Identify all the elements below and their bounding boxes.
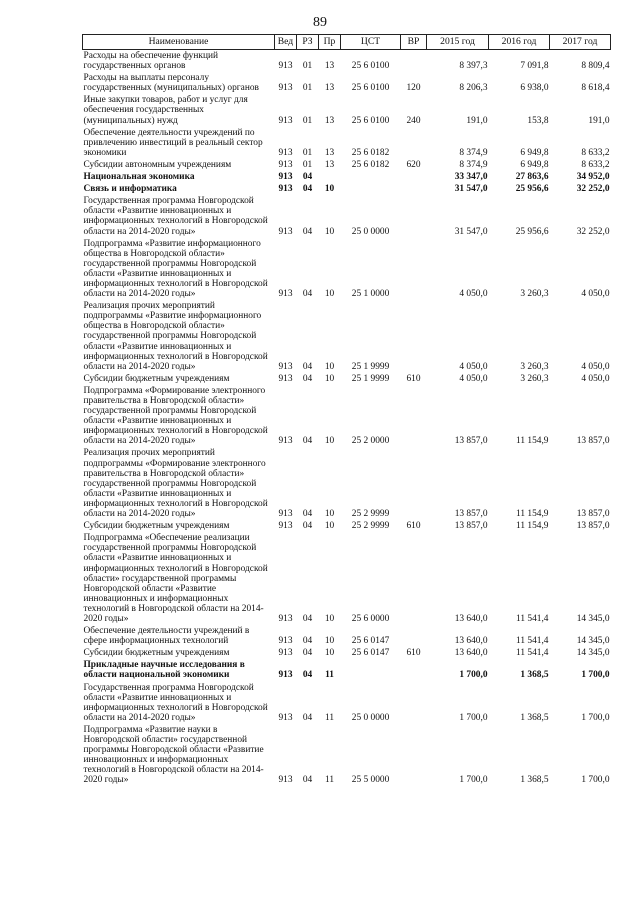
amount-2016-cell: 11 541,4: [516, 648, 549, 659]
item-name-cell: Реализация прочих мероприятий подпрограммы «Развитие информационного общества в Новгородской области» государственной программы Новгородской области «Развитие инновационных и информационных технологий в Новгородской области на 2014-2020 годы»: [83, 301, 268, 372]
amount-2016-cell: 11 541,4: [516, 613, 549, 624]
vr-cell: 610: [406, 373, 421, 384]
pr-cell: 10: [324, 509, 335, 520]
amount-2015-cell: 1 700,0: [459, 775, 488, 786]
rz-cell: 04: [302, 436, 313, 447]
amount-2015-cell: 31 547,0: [454, 226, 488, 237]
item-name-cell: Обеспечение деятельности учреждений в сфере информационных технологий: [83, 626, 250, 647]
amount-2016-cell: 11 154,9: [516, 436, 549, 447]
item-name-cell: Обеспечение деятельности учреждений по привлечению инвестиций в реальный сектор экономики: [83, 127, 263, 158]
amount-2017-cell: 1 700,0: [581, 670, 610, 681]
pr-cell: 10: [324, 521, 335, 532]
table-row: [83, 373, 611, 385]
table-body: [83, 50, 611, 787]
amount-2015-cell: 8 374,9: [459, 159, 488, 170]
table-row: [83, 127, 611, 159]
amount-2015-cell: 8 374,9: [459, 147, 488, 158]
amount-2015-cell: 13 640,0: [454, 648, 488, 659]
cst-cell: 25 6 0182: [351, 159, 390, 170]
amount-2015-cell: 33 347,0: [454, 172, 488, 183]
column-header: Пр: [319, 35, 341, 50]
ved-cell: 913: [278, 184, 293, 195]
amount-2016-cell: 6 938,0: [520, 83, 549, 94]
vr-cell: [401, 385, 427, 448]
cst-cell: [341, 171, 401, 183]
cst-cell: 25 1 9999: [351, 361, 390, 372]
column-header: РЗ: [297, 35, 319, 50]
cst-cell: 25 6 0182: [351, 147, 390, 158]
vr-cell: [401, 195, 427, 237]
table-row: [83, 195, 611, 237]
amount-2015-cell: 4 050,0: [459, 373, 488, 384]
ved-cell: 913: [278, 712, 293, 723]
ved-cell: 913: [278, 509, 293, 520]
ved-cell: 913: [278, 436, 293, 447]
amount-2017-cell: 34 952,0: [576, 172, 610, 183]
pr-cell: 10: [324, 648, 335, 659]
item-name-cell: Расходы на обеспечение функций государственных органов: [83, 51, 218, 72]
amount-2015-cell: 8 397,3: [459, 61, 488, 72]
pr-cell: 13: [324, 83, 335, 94]
amount-2016-cell: 11 541,4: [516, 636, 549, 647]
rz-cell: 04: [302, 775, 313, 786]
item-name-cell: Подпрограмма «Развитие информационного общества в Новгородской области» государственной программы Новгородской области «Развитие инновационных и информационных технологий в Новгородской области на 2014-2020 годы»: [83, 238, 268, 300]
vr-cell: 120: [406, 83, 421, 94]
amount-2015-cell: 13 640,0: [454, 636, 488, 647]
rz-cell: 04: [302, 172, 313, 183]
cst-cell: [341, 183, 401, 195]
rz-cell: 04: [302, 184, 313, 195]
rz-cell: 04: [302, 670, 313, 681]
pr-cell: 13: [324, 115, 335, 126]
pr-cell: 11: [324, 775, 335, 786]
pr-cell: 13: [324, 159, 335, 170]
ved-cell: 913: [278, 775, 293, 786]
item-name-cell: Государственная программа Новгородской области «Развитие инновационных и информационных технологий в Новгородской области на 2014-2020 годы»: [83, 196, 268, 237]
cst-cell: 25 5 0000: [351, 775, 390, 786]
item-name-cell: Национальная экономика: [83, 172, 195, 183]
ved-cell: 913: [278, 61, 293, 72]
pr-cell: 11: [324, 712, 335, 723]
table-row: [83, 625, 611, 647]
vr-cell: [401, 300, 427, 373]
pr-cell: 10: [324, 289, 335, 300]
pr-cell: 10: [324, 361, 335, 372]
table-row: [83, 520, 611, 532]
amount-2015-cell: 191,0: [466, 115, 488, 126]
table-row: [83, 238, 611, 301]
vr-cell: [401, 50, 427, 73]
rz-cell: 04: [302, 373, 313, 384]
rz-cell: 01: [302, 159, 313, 170]
amount-2017-cell: 14 345,0: [576, 613, 610, 624]
amount-2016-cell: 11 154,9: [516, 521, 549, 532]
amount-2016-cell: 1 368,5: [520, 670, 549, 681]
rz-cell: 01: [302, 61, 313, 72]
cst-cell: 25 0 0000: [351, 712, 390, 723]
amount-2017-cell: 14 345,0: [576, 636, 610, 647]
cst-cell: 25 6 0100: [351, 83, 390, 94]
ved-cell: 913: [278, 159, 293, 170]
cst-cell: 25 2 0000: [351, 436, 390, 447]
rz-cell: 04: [302, 361, 313, 372]
cst-cell: 25 2 9999: [351, 509, 390, 520]
amount-2015-cell: 13 640,0: [454, 613, 488, 624]
amount-2016-cell: 3 260,3: [520, 361, 549, 372]
cst-cell: 25 6 0100: [351, 115, 390, 126]
ved-cell: 913: [278, 613, 293, 624]
rz-cell: 04: [302, 521, 313, 532]
ved-cell: 913: [278, 373, 293, 384]
ved-cell: 913: [278, 289, 293, 300]
amount-2017-cell: 191,0: [588, 115, 610, 126]
vr-cell: 610: [406, 521, 421, 532]
rz-cell: 04: [302, 509, 313, 520]
ved-cell: 913: [278, 172, 293, 183]
table-row: [83, 94, 611, 126]
amount-2015-cell: 13 857,0: [454, 509, 488, 520]
ved-cell: 913: [278, 648, 293, 659]
amount-2016-cell: 3 260,3: [520, 289, 549, 300]
pr-cell: 10: [324, 613, 335, 624]
item-name-cell: Подпрограмма «Развитие науки в Новгородской области» государственной программы Новгородской области «Развитие инновационных и информационных технологий в Новгородской области на 2014-2020 годы»: [83, 724, 264, 786]
amount-2015-cell: 31 547,0: [454, 184, 488, 195]
amount-2015-cell: 8 206,3: [459, 83, 488, 94]
amount-2017-cell: 13 857,0: [576, 521, 610, 532]
column-header: 2017 год: [550, 35, 611, 50]
ved-cell: 913: [278, 636, 293, 647]
cst-cell: 25 1 0000: [351, 289, 390, 300]
vr-cell: [401, 171, 427, 183]
table-row: [83, 300, 611, 373]
amount-2017-cell: 1 700,0: [581, 775, 610, 786]
amount-2016-cell: 6 949,8: [520, 147, 549, 158]
table-row: [83, 72, 611, 94]
column-header: 2016 год: [489, 35, 550, 50]
column-header: ВР: [401, 35, 427, 50]
item-name-cell: Иные закупки товаров, работ и услуг для обеспечения государственных (муниципальных) нужд: [83, 95, 248, 126]
vr-cell: [401, 659, 427, 681]
amount-2015-cell: 13 857,0: [454, 436, 488, 447]
amount-2016-cell: 153,8: [527, 115, 549, 126]
cst-cell: 25 0 0000: [351, 226, 390, 237]
cst-cell: [341, 659, 401, 681]
rz-cell: 04: [302, 648, 313, 659]
ved-cell: 913: [278, 521, 293, 532]
amount-2017-cell: 4 050,0: [581, 289, 610, 300]
vr-cell: 620: [406, 159, 421, 170]
ved-cell: 913: [278, 670, 293, 681]
amount-2016-cell: 7 091,8: [520, 61, 549, 72]
amount-2015-cell: 1 700,0: [459, 712, 488, 723]
table-row: [83, 159, 611, 171]
rz-cell: 04: [302, 712, 313, 723]
item-name-cell: Подпрограмма «Обеспечение реализации государственной программы Новгородской области «Развитие инновационных и информационных технологий в Новгородской области» государственной программы Новгородской области «Развитие инновационных и информационных технологий в Новгородской области на 2014-2020 годы»: [83, 533, 268, 624]
ved-cell: 913: [278, 226, 293, 237]
vr-cell: [401, 682, 427, 724]
amount-2016-cell: 27 863,6: [515, 172, 549, 183]
vr-cell: [401, 724, 427, 787]
column-header: Вед: [275, 35, 297, 50]
amount-2015-cell: 4 050,0: [459, 361, 488, 372]
rz-cell: 04: [302, 613, 313, 624]
amount-2017-cell: 13 857,0: [576, 436, 610, 447]
pr-cell: 10: [324, 184, 335, 195]
pr-cell: 11: [325, 670, 334, 681]
column-header: ЦСТ: [341, 35, 401, 50]
table-row: [83, 724, 611, 787]
pr-cell: 13: [324, 61, 335, 72]
amount-2015-cell: 1 700,0: [459, 670, 488, 681]
amount-2017-cell: 4 050,0: [581, 361, 610, 372]
amount-2015-cell: 4 050,0: [459, 289, 488, 300]
amount-2017-cell: 8 809,4: [581, 61, 610, 72]
amount-2017-cell: 4 050,0: [581, 373, 610, 384]
vr-cell: [401, 447, 427, 520]
amount-2016-cell: 6 949,8: [520, 159, 549, 170]
amount-2015-cell: 13 857,0: [454, 521, 488, 532]
vr-cell: [401, 238, 427, 301]
pr-cell: 10: [324, 226, 335, 237]
ved-cell: 913: [278, 115, 293, 126]
amount-2016-cell: 1 368,5: [520, 775, 549, 786]
rz-cell: 04: [302, 226, 313, 237]
cst-cell: 25 1 9999: [351, 373, 390, 384]
table-row: [83, 647, 611, 659]
vr-cell: [401, 183, 427, 195]
table-row: [83, 171, 611, 183]
ved-cell: 913: [278, 361, 293, 372]
pr-cell: 10: [324, 636, 335, 647]
rz-cell: 01: [302, 83, 313, 94]
ved-cell: 913: [278, 147, 293, 158]
table-row: [83, 532, 611, 625]
amount-2016-cell: 3 260,3: [520, 373, 549, 384]
amount-2017-cell: 1 700,0: [581, 712, 610, 723]
table-row: [83, 183, 611, 195]
vr-cell: [401, 625, 427, 647]
amount-2016-cell: 25 956,6: [515, 226, 549, 237]
table-row: [83, 659, 611, 681]
pr-cell: 13: [324, 147, 335, 158]
amount-2017-cell: 8 618,4: [581, 83, 610, 94]
pr-cell: 10: [324, 436, 335, 447]
item-name-cell: Расходы на выплаты персоналу государственных (муниципальных) органов: [83, 73, 259, 94]
amount-2016-cell: 11 154,9: [516, 509, 549, 520]
amount-2016-cell: 1 368,5: [520, 712, 549, 723]
ved-cell: 913: [278, 83, 293, 94]
amount-2017-cell: 8 633,2: [581, 147, 610, 158]
budget-table: [82, 34, 611, 786]
rz-cell: 04: [302, 636, 313, 647]
vr-cell: 610: [406, 648, 421, 659]
pr-cell: [319, 171, 341, 183]
table-row: [83, 447, 611, 520]
vr-cell: 240: [406, 115, 421, 126]
item-name-cell: Субсидии бюджетным учреждениям: [83, 373, 230, 384]
item-name-cell: Прикладные научные исследования в области национальной экономики: [83, 660, 245, 681]
cst-cell: 25 6 0100: [351, 61, 390, 72]
column-header: 2015 год: [427, 35, 489, 50]
amount-2017-cell: 8 633,2: [581, 159, 610, 170]
item-name-cell: Субсидии бюджетным учреждениям: [83, 648, 230, 659]
item-name-cell: Субсидии автономным учреждениям: [83, 159, 232, 170]
rz-cell: 01: [302, 147, 313, 158]
cst-cell: 25 6 0000: [351, 613, 390, 624]
item-name-cell: Субсидии бюджетным учреждениям: [83, 521, 230, 532]
cst-cell: 25 6 0147: [351, 648, 390, 659]
cst-cell: 25 6 0147: [351, 636, 390, 647]
item-name-cell: Государственная программа Новгородской области «Развитие инновационных и информационных технологий в Новгородской области на 2014-2020 годы»: [83, 682, 268, 723]
cst-cell: 25 2 9999: [351, 521, 390, 532]
vr-cell: [401, 532, 427, 625]
table-row: [83, 50, 611, 73]
rz-cell: 04: [302, 289, 313, 300]
table-row: [83, 682, 611, 724]
table-row: [83, 385, 611, 448]
rz-cell: 01: [302, 115, 313, 126]
item-name-cell: Подпрограмма «Формирование электронного правительства в Новгородской области» государственной программы Новгородской области «Развитие инновационных и информационных технологий в Новгородской области на 2014-2020 годы»: [83, 385, 268, 447]
vr-cell: [401, 127, 427, 159]
amount-2017-cell: 32 252,0: [576, 184, 610, 195]
amount-2016-cell: 25 956,6: [515, 184, 549, 195]
page-number: 89: [313, 15, 327, 30]
amount-2017-cell: 32 252,0: [576, 226, 610, 237]
table-header-row: [83, 35, 611, 50]
item-name-cell: Реализация прочих мероприятий подпрограммы «Формирование электронного правительства в Новгородской области» государственной программы Новгородской области «Развитие инновационных и информационных технологий в Новгородской области на 2014-2020 годы»: [83, 448, 268, 520]
pr-cell: 10: [324, 373, 335, 384]
column-header: Наименование: [83, 35, 275, 50]
amount-2017-cell: 14 345,0: [576, 648, 610, 659]
item-name-cell: Связь и информатика: [83, 184, 177, 195]
amount-2017-cell: 13 857,0: [576, 509, 610, 520]
